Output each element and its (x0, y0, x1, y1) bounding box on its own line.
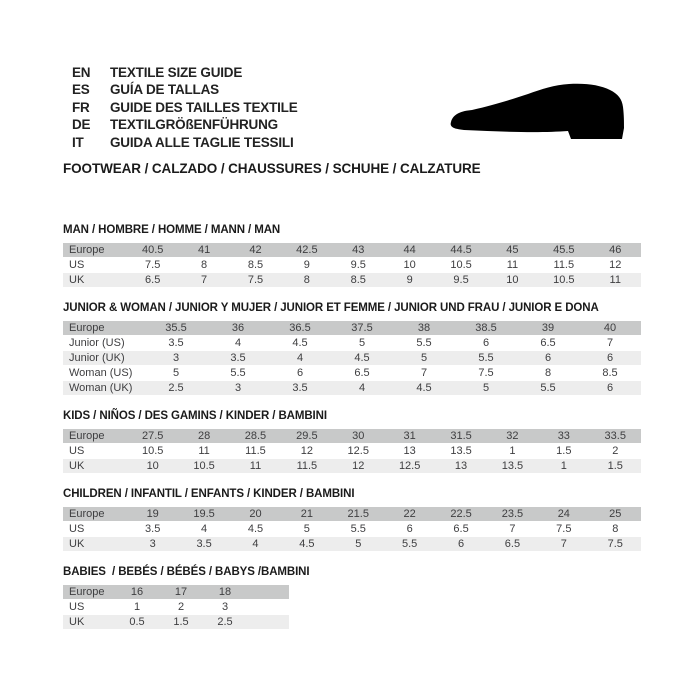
size-value: 6.5 (540, 337, 556, 349)
language-row (72, 64, 298, 81)
size-value: 3 (145, 351, 207, 365)
table-row (63, 444, 641, 458)
size-value: 5.5 (455, 351, 517, 365)
size-value: 4 (230, 537, 281, 551)
size-value: 9 (384, 273, 435, 287)
size-value: 11.5 (245, 445, 266, 457)
table-row (63, 243, 641, 257)
size-value: 4 (269, 351, 331, 365)
section-title-kids: KIDS / NIÑOS / DES GAMINS / KINDER / BAMBINI (63, 410, 327, 422)
size-value: 1.5 (159, 615, 203, 629)
size-value: 7 (606, 337, 614, 349)
language-code: IT (72, 134, 84, 150)
row-label: Junior (US) (69, 337, 125, 349)
size-value: 8.5 (333, 273, 384, 287)
section-title-man: MAN / HOMBRE / HOMME / MANN / MAN (63, 224, 281, 236)
size-value: 6 (517, 351, 579, 365)
size-value: 3 (207, 381, 269, 395)
category-heading: FOOTWEAR / CALZADO / CHAUSSURES / SCHUHE / CALZATURE (63, 161, 481, 176)
size-value: 9 (303, 259, 310, 271)
table-row (63, 258, 641, 272)
size-value: 4 (331, 381, 393, 395)
size-value: 23.5 (487, 507, 538, 521)
row-label: US (69, 259, 85, 271)
size-value: 5 (393, 351, 455, 365)
size-value: 6.5 (354, 367, 370, 379)
size-value: 4.5 (292, 337, 308, 349)
table-row (63, 336, 641, 350)
row-label: Europe (63, 585, 115, 599)
row-label: US (69, 523, 85, 535)
size-value: 10 (403, 259, 416, 271)
size-value: 12 (333, 459, 384, 473)
row-label: US (69, 601, 85, 613)
size-value: 19.5 (178, 507, 229, 521)
size-value: 11 (590, 273, 641, 287)
size-value: 11 (506, 259, 519, 271)
size-value: 5.5 (416, 337, 432, 349)
row-label: Junior (UK) (63, 351, 145, 365)
size-value: 31.5 (435, 429, 486, 443)
size-value: 6 (406, 523, 413, 535)
guide-title: GUIDA ALLE TAGLIE TESSILI (110, 134, 294, 150)
size-value: 39 (517, 321, 579, 335)
size-value: 3.5 (178, 537, 229, 551)
size-value: 6.5 (453, 523, 469, 535)
size-value: 40.5 (127, 243, 178, 257)
table-row (63, 273, 641, 287)
table-row (63, 381, 641, 395)
size-value: 18 (203, 585, 247, 599)
size-value: 8 (281, 273, 332, 287)
size-value: 0.5 (115, 615, 159, 629)
table-row (63, 600, 289, 614)
size-value: 5 (303, 523, 310, 535)
size-value: 11.5 (281, 459, 332, 473)
table-row (63, 321, 641, 335)
guide-title: GUIDE DES TAILLES TEXTILE (110, 99, 298, 115)
row-filler (247, 615, 289, 629)
size-value: 11 (230, 459, 281, 473)
size-value: 36 (207, 321, 269, 335)
size-value: 7 (420, 367, 428, 379)
size-value: 1 (509, 445, 516, 457)
table-row (63, 615, 289, 629)
table-row (63, 366, 641, 380)
size-value: 1 (133, 601, 141, 613)
size-value: 22.5 (435, 507, 486, 521)
size-value: 12 (609, 259, 622, 271)
size-value: 3.5 (168, 337, 184, 349)
size-section-man (63, 224, 641, 288)
size-value: 9.5 (350, 259, 366, 271)
size-value: 20 (230, 507, 281, 521)
size-value: 21.5 (333, 507, 384, 521)
size-section-children (63, 488, 641, 552)
table-row (63, 585, 289, 599)
row-label: Europe (63, 321, 145, 335)
size-value: 8 (612, 523, 619, 535)
size-value: 13 (435, 459, 486, 473)
size-value: 5.5 (230, 367, 246, 379)
size-value: 11 (198, 445, 210, 457)
size-value: 6 (296, 367, 304, 379)
size-value: 7 (538, 537, 589, 551)
size-value: 12.5 (347, 445, 369, 457)
size-value: 45 (487, 243, 538, 257)
row-label: UK (63, 537, 127, 551)
size-value: 41 (178, 243, 229, 257)
size-value: 5 (358, 337, 366, 349)
section-title-babies: BABIES / BEBÉS / BÉBÉS / BABYS /BAMBINI (63, 566, 310, 578)
language-row (72, 99, 298, 116)
size-value: 7.5 (230, 273, 281, 287)
size-value: 5 (333, 537, 384, 551)
size-value: 6 (579, 381, 641, 395)
size-value: 4.5 (247, 523, 264, 535)
size-value: 27.5 (127, 429, 178, 443)
language-row (72, 81, 298, 98)
size-value: 44 (384, 243, 435, 257)
size-value: 3.5 (145, 523, 161, 535)
language-row (72, 116, 298, 133)
size-section-kids (63, 410, 641, 474)
size-value: 21 (281, 507, 332, 521)
size-value: 8.5 (602, 367, 618, 379)
size-table-junior-woman (63, 320, 641, 396)
size-table-babies (63, 584, 289, 630)
size-value: 1 (538, 459, 589, 473)
size-value: 33 (538, 429, 589, 443)
size-value: 29.5 (281, 429, 332, 443)
size-section-junior-woman (63, 302, 641, 396)
size-value: 13.5 (450, 445, 472, 457)
size-value: 35.5 (145, 321, 207, 335)
size-tables (63, 224, 641, 644)
size-value: 7.5 (556, 523, 572, 535)
size-value: 7.5 (590, 537, 641, 551)
row-filler (247, 585, 289, 599)
guide-title: TEXTILE SIZE GUIDE (110, 65, 243, 80)
table-row (63, 459, 641, 473)
size-value: 17 (159, 585, 203, 599)
size-value: 32 (487, 429, 538, 443)
size-table-kids (63, 428, 641, 474)
size-value: 8.5 (247, 259, 264, 271)
size-value: 10.5 (538, 273, 589, 287)
size-value: 4 (201, 523, 208, 535)
size-value: 31 (384, 429, 435, 443)
table-row (63, 522, 641, 536)
size-value: 7.5 (145, 259, 161, 271)
language-row (72, 134, 298, 151)
size-value: 5.5 (350, 523, 366, 535)
row-label: Europe (63, 243, 127, 257)
size-value: 8 (544, 367, 552, 379)
table-row (63, 507, 641, 521)
size-value: 2.5 (145, 381, 207, 395)
size-value: 42 (230, 243, 281, 257)
size-value: 10 (487, 273, 538, 287)
size-value: 13 (403, 445, 416, 457)
size-value: 36.5 (269, 321, 331, 335)
size-value: 7 (509, 523, 516, 535)
size-value: 7.5 (478, 367, 494, 379)
table-row (63, 351, 641, 365)
language-title-list (72, 64, 298, 151)
table-row (63, 429, 641, 443)
size-value: 4.5 (331, 351, 393, 365)
size-value: 10 (127, 459, 178, 473)
size-value: 11.5 (553, 259, 575, 271)
size-value: 5.5 (384, 537, 435, 551)
table-row (63, 537, 641, 551)
size-value: 38.5 (455, 321, 517, 335)
row-label: UK (63, 459, 127, 473)
size-value: 40 (579, 321, 641, 335)
size-value: 5 (172, 367, 180, 379)
size-value: 5.5 (517, 381, 579, 395)
size-value: 13.5 (487, 459, 538, 473)
size-value: 45.5 (538, 243, 589, 257)
size-value: 1.5 (590, 459, 641, 473)
dress-shoe-icon (447, 82, 633, 144)
size-value: 2 (612, 445, 619, 457)
row-label: UK (63, 615, 115, 629)
size-value: 10.5 (450, 259, 472, 271)
size-value: 3.5 (207, 351, 269, 365)
row-label: Europe (63, 507, 127, 521)
row-filler (247, 600, 289, 614)
size-value: 10.5 (141, 445, 164, 457)
section-title-children: CHILDREN / INFANTIL / ENFANTS / KINDER / BAMBINI (63, 488, 355, 500)
size-value: 6 (482, 337, 490, 349)
size-value: 4.5 (281, 537, 332, 551)
language-code: FR (72, 99, 90, 115)
size-value: 30 (333, 429, 384, 443)
language-code: EN (72, 65, 91, 80)
size-value: 6 (435, 537, 486, 551)
size-table-children (63, 506, 641, 552)
size-value: 6 (579, 351, 641, 365)
size-value: 44.5 (435, 243, 486, 257)
size-value: 3 (127, 537, 178, 551)
size-value: 43 (333, 243, 384, 257)
row-label: UK (63, 273, 127, 287)
size-value: 5 (455, 381, 517, 395)
size-value: 24 (538, 507, 589, 521)
size-value: 37.5 (331, 321, 393, 335)
language-code: DE (72, 117, 91, 133)
section-title-junior-woman: JUNIOR & WOMAN / JUNIOR Y MUJER / JUNIOR ET FEMME / JUNIOR UND FRAU / JUNIOR E DONA (63, 302, 599, 314)
guide-title: GUÍA DE TALLAS (110, 82, 219, 98)
size-value: 8 (201, 259, 208, 271)
row-label: US (69, 445, 85, 457)
size-value: 6.5 (127, 273, 178, 287)
size-value: 25 (590, 507, 641, 521)
size-value: 38 (393, 321, 455, 335)
size-value: 42.5 (281, 243, 332, 257)
size-value: 9.5 (435, 273, 486, 287)
size-value: 22 (384, 507, 435, 521)
size-value: 10.5 (178, 459, 229, 473)
size-section-babies (63, 566, 641, 630)
row-label: Woman (UK) (63, 381, 145, 395)
size-table-man (63, 242, 641, 288)
size-value: 4.5 (393, 381, 455, 395)
size-value: 2.5 (203, 615, 247, 629)
size-value: 1.5 (556, 445, 572, 457)
row-label: Europe (63, 429, 127, 443)
size-value: 2 (177, 601, 185, 613)
size-value: 12 (300, 445, 313, 457)
size-value: 4 (234, 337, 242, 349)
size-value: 28.5 (230, 429, 281, 443)
size-value: 33.5 (590, 429, 641, 443)
guide-title: TEXTILGRÖßENFÜHRUNG (110, 117, 278, 133)
size-value: 3 (221, 601, 229, 613)
size-value: 19 (127, 507, 178, 521)
size-value: 12.5 (384, 459, 435, 473)
size-value: 46 (590, 243, 641, 257)
size-value: 16 (115, 585, 159, 599)
language-code: ES (72, 82, 90, 98)
size-value: 3.5 (269, 381, 331, 395)
row-label: Woman (US) (69, 367, 133, 379)
size-value: 6.5 (487, 537, 538, 551)
size-value: 28 (178, 429, 229, 443)
size-value: 7 (178, 273, 229, 287)
